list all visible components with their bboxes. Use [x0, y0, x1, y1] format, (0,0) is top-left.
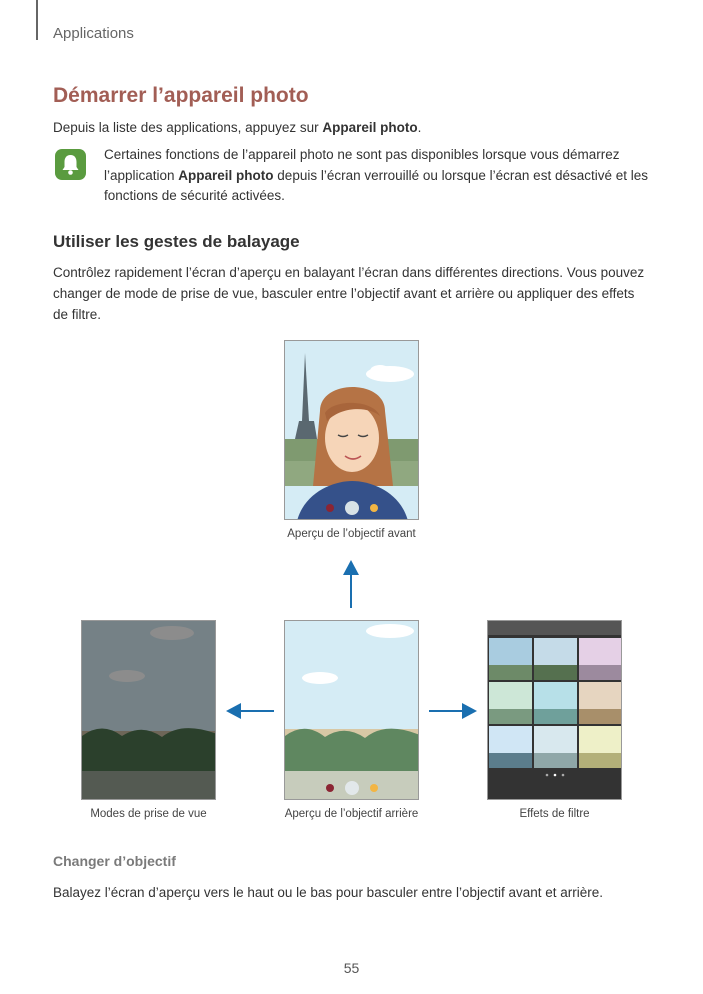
intro-paragraph: Depuis la liste des applications, appuyez sur Appareil photo.	[53, 120, 422, 135]
bell-icon	[55, 149, 86, 180]
swipe-up-arrow	[342, 560, 360, 608]
header-rule	[36, 0, 38, 40]
caption-filter-effects: Effets de filtre	[519, 808, 590, 820]
note-bold-app-name: Appareil photo	[178, 167, 274, 183]
section-header: Applications	[53, 25, 134, 42]
sub-subsection-title: Changer d’objectif	[53, 853, 176, 869]
front-camera-preview	[284, 340, 419, 520]
caption-rear-camera: Aperçu de l’objectif arrière	[284, 808, 419, 820]
swipe-right-arrow	[429, 702, 477, 720]
rear-camera-preview	[284, 620, 419, 800]
caption-front-camera: Aperçu de l’objectif avant	[287, 528, 416, 540]
subsection-title: Utiliser les gestes de balayage	[53, 232, 300, 251]
shooting-modes-preview	[81, 620, 216, 800]
page-number: 55	[343, 960, 360, 976]
swipe-left-arrow	[226, 702, 274, 720]
page-title: Démarrer l’appareil photo	[53, 84, 309, 107]
intro-bold-app-name: Appareil photo	[322, 120, 418, 135]
note-text: Certaines fonctions de l’appareil photo ne sont pas disponibles lorsque vous démarrez l’application Appareil photo depuis l’écran verrouillé ou lorsque l’écran est désactivé et les fonctions de sécurité activées.	[104, 147, 648, 203]
sub-subsection-paragraph: Balayez l’écran d’aperçu vers le haut ou le bas pour basculer entre l’objectif avant et arrière.	[53, 885, 604, 900]
caption-shooting-modes: Modes de prise de vue	[90, 808, 207, 820]
subsection-paragraph: Contrôlez rapidement l’écran d’aperçu en balayant l’écran dans différentes directions. Vous pouvez changer de mode de prise de vue, basculer entre l’objectif avant et arrière ou appliquer des effets de filtre.	[53, 265, 645, 322]
filter-effects-preview	[487, 620, 622, 800]
